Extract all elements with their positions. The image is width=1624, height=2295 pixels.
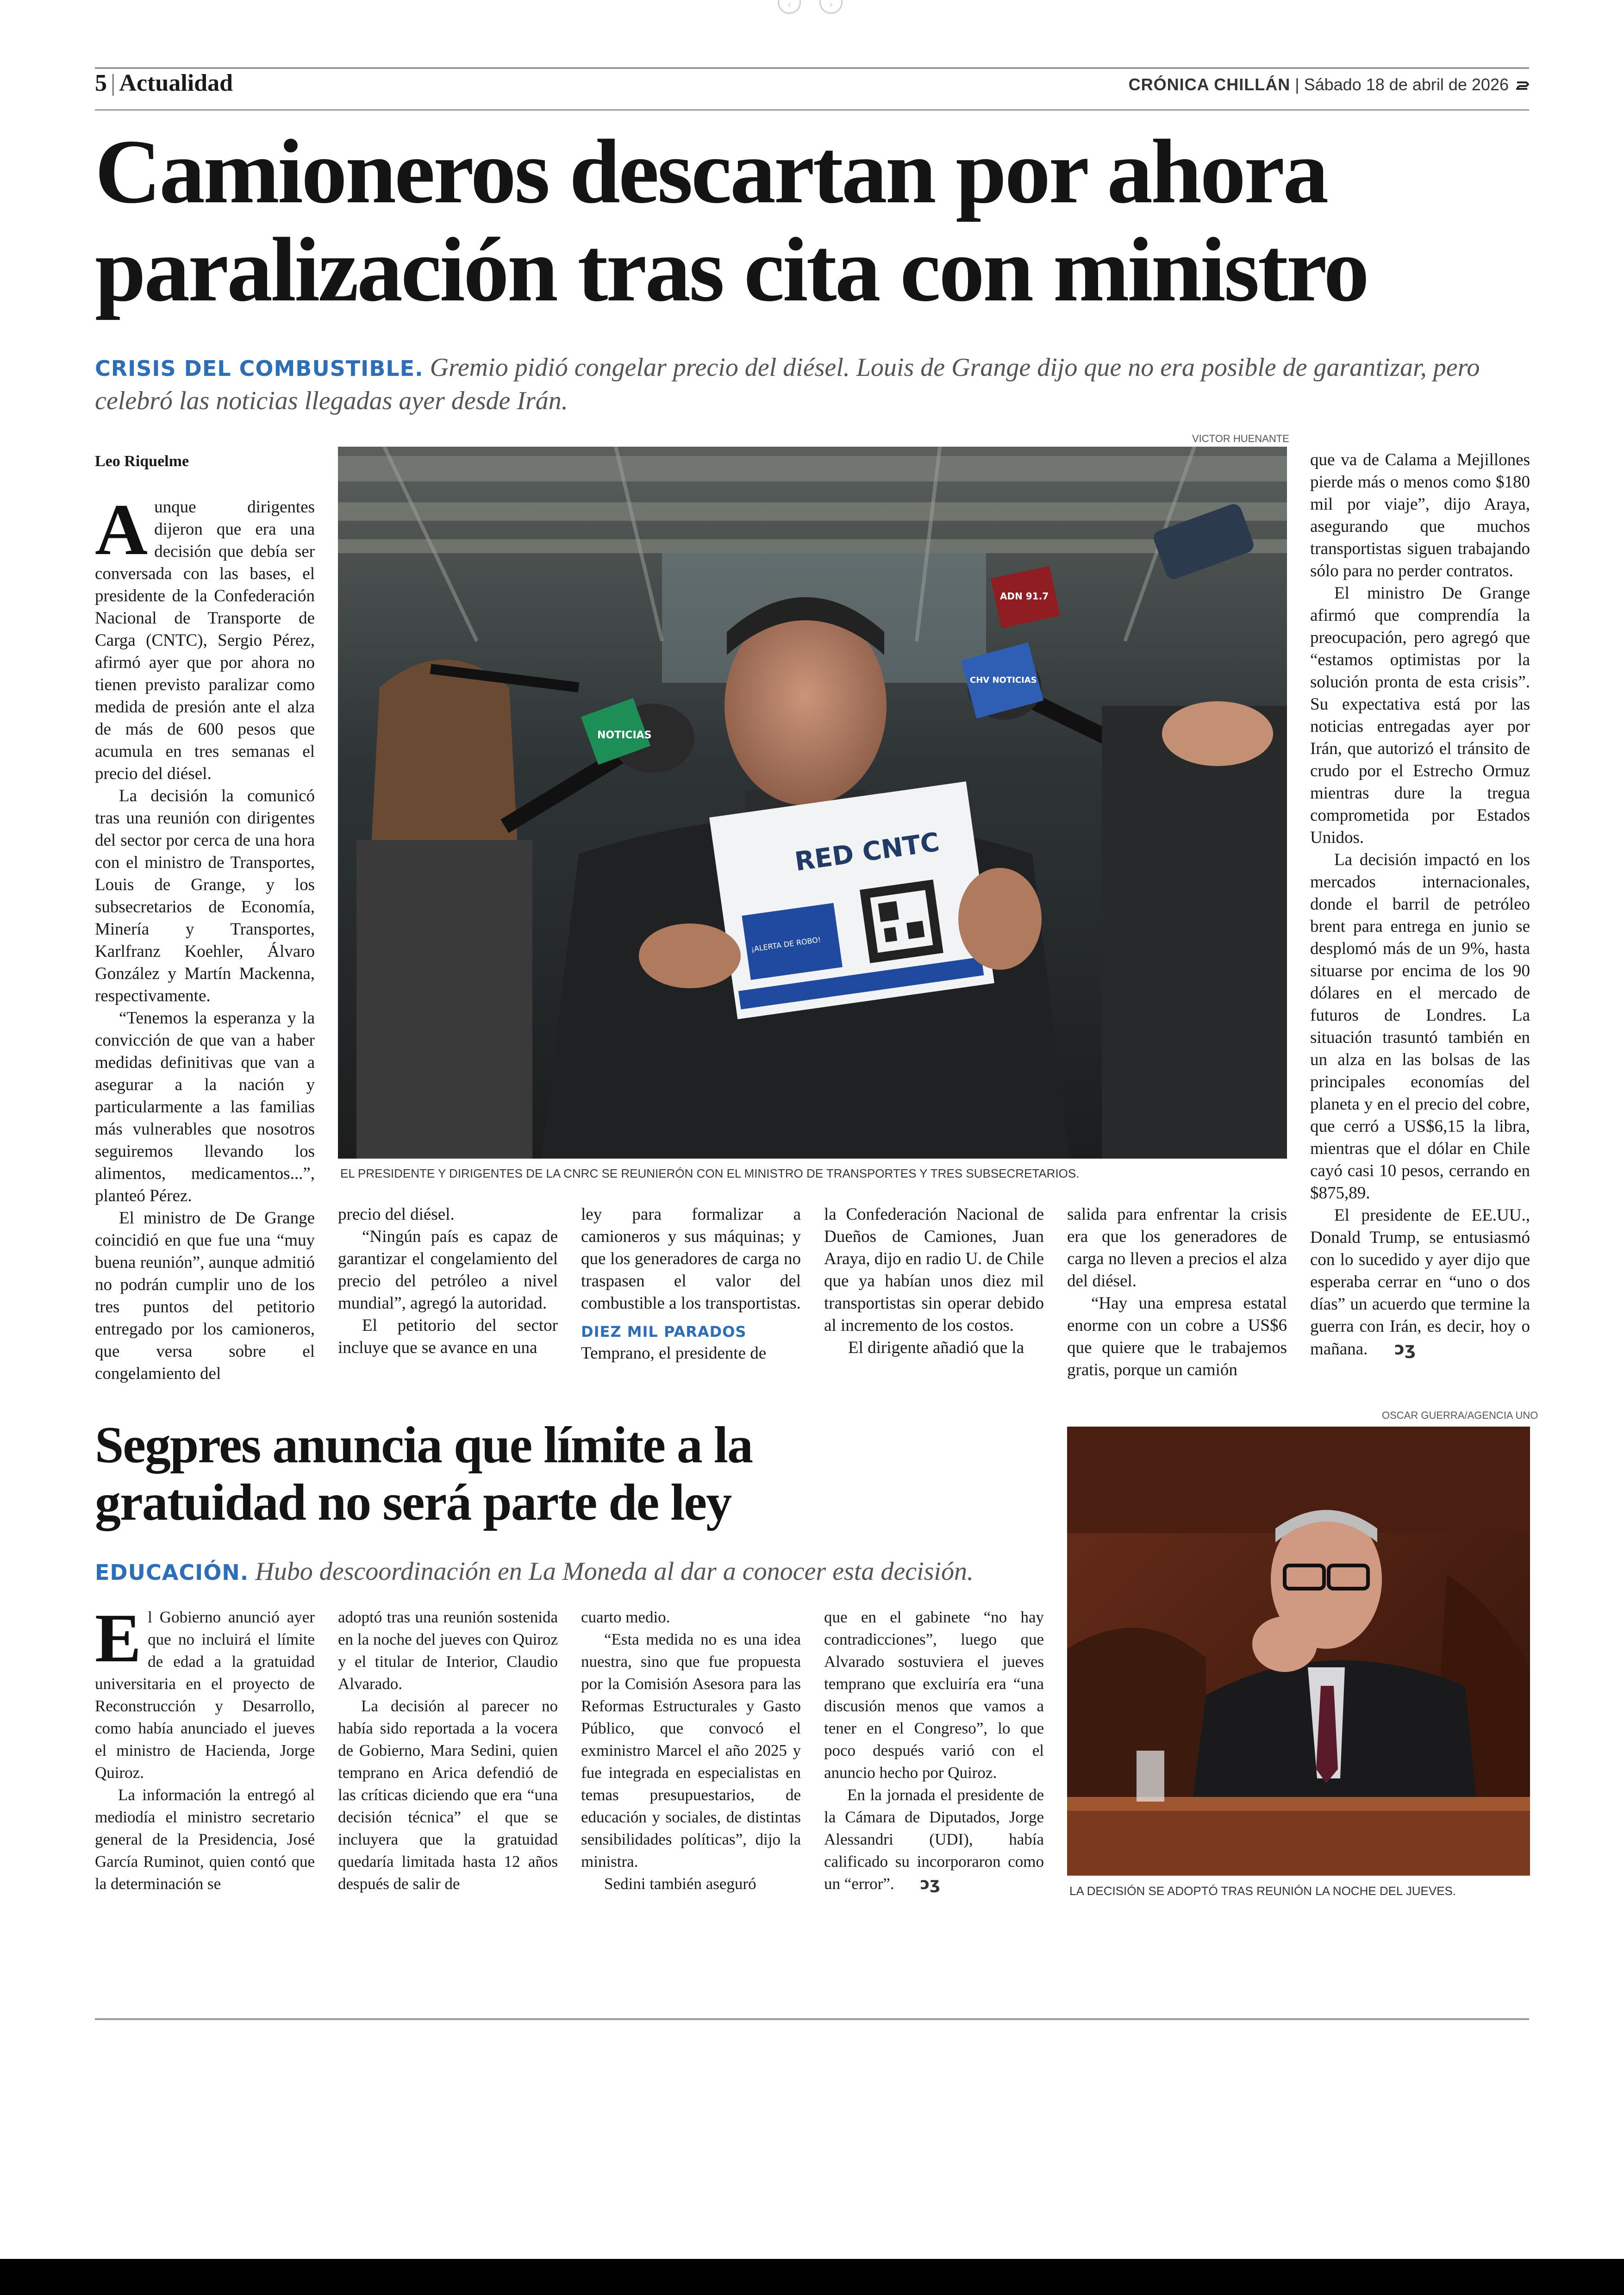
main-column-1 (95, 489, 315, 1390)
main-col1-p1-text: unque dirigentes dijeron que era una decisión que debía ser conversada con las bases, el presidente de la Confederación Nacional de Transporte de Carga (CNTC), Sergio Pérez, afirmó ayer que por ahora no tienen previsto paralizar como medida de presión ante el alza de más de 600 pesos que acumula en tres semanas el precio del diésel. (95, 498, 315, 783)
second-col4-paragraph-1: que en el gabinete “no hay contradicciones”, luego que Alvarado sostuviera el jueves temprano que excluiría era “una discusión menos que vamos a tener en el Congreso”, lo que poco después varió con el anuncio hecho por Quiroz. (824, 1608, 1044, 1782)
second-deck (95, 1555, 1113, 1588)
main-col6-p4-text: El presidente de EE.UU., Donald Trump, se entusiasmó con lo sucedido y ayer dijo que esperaba cerrar en “uno o dos días” un acuerdo que termine la guerra con Irán, es decir, hoy o mañana. (1310, 1206, 1530, 1359)
main-col5-paragraph-1: salida para enfrentar la crisis era que los generadores de carga no lleven a precios el alza del diésel. (1067, 1205, 1287, 1291)
second-col1-p1-text: l Gobierno anunció ayer que no incluirá el límite de edad a la gratuidad universitaria en el proyecto de Reconstrucción y Desarrollo, como había anunciado el jueves el ministro de Hacienda, Jorge Quiroz. (95, 1608, 315, 1782)
main-col6-paragraph-4 (1310, 1204, 1530, 1360)
main-headline (95, 123, 1530, 319)
main-col1-paragraph-1 (95, 489, 315, 785)
page-nav (778, 0, 843, 14)
second-column-3 (581, 1606, 801, 1895)
masthead-info (1129, 75, 1529, 94)
header-bottom-rule (95, 109, 1529, 111)
main-col2-paragraph-3: El petitorio del sector incluye que se avance en una (338, 1316, 558, 1357)
mic-label-1: NOTICIAS (597, 730, 652, 741)
main-col1-paragraph-2: La decisión la comunicó tras una reunión con dirigentes del sector por cerca de una hora con el ministro de Transportes, Louis de Grange, y los subsecretarios de Economía, Minería y Transportes, Karlfranz Koehler, Álvaro González y Martín Mackenna, respectivamente. (95, 786, 315, 1005)
header-separator: | (1295, 75, 1304, 94)
page-number: 5 (95, 70, 107, 96)
second-photo (1067, 1427, 1530, 1876)
next-page-icon[interactable]: › (819, 0, 843, 14)
main-column-2 (338, 1204, 558, 1359)
main-headline-line2: paralización tras cita con ministro (95, 219, 1368, 320)
sign-title: RED CNTC (793, 827, 942, 877)
sign-button-text: ¡ALERTA DE ROBO! (750, 935, 822, 954)
byline: Leo Riquelme (95, 453, 189, 470)
second-photo-illustration (1067, 1427, 1530, 1876)
main-photo-caption: EL PRESIDENTE Y DIRIGENTES DE LA CNRC SE REUNIERÓN CON EL MINISTRO DE TRANSPORTES Y TRES SUBSECRETARIOS. (340, 1166, 1080, 1180)
second-col2-paragraph-2: La decisión al parecer no había sido reportada a la vocera de Gobierno, Mara Sedini, quien temprano en Arica defendió de las críticas diciendo que era “una decisión técnica” el que se incluyera que la gratuidad quedaría limitada hasta 12 años después de salir de (338, 1697, 558, 1893)
second-headline (95, 1416, 1044, 1531)
main-col3-paragraph-1: ley para formalizar a camioneros y sus máquinas; y que los generadores de carga no traspasen el valor del combustible a los transportistas. (581, 1205, 801, 1313)
dropcap: A (95, 489, 148, 570)
second-column-2 (338, 1606, 558, 1895)
second-column-1 (95, 1600, 315, 1895)
page-bottom-rule (95, 2018, 1529, 2020)
main-col6-paragraph-3: La decisión impactó en los mercados internacionales, donde el barril de petróleo brent para entrega en junio se desplomó más de un 9%, hasta situarse por encima de los 90 dólares en el mercado de futuros de Londres. La situación trasuntó también en un alza en las bolsas de las principales economías del planeta y en el precio del cobre, que cerró a US$6,15 la libra, mientras que el dólar en Chile cayó casi 10 pesos, cerrando en $875,89. (1310, 850, 1530, 1203)
main-col6-paragraph-1: que va de Calama a Mejillones pierde más o menos como $180 mil por viaje”, dijo Araya, asegurando que muchos transportistas siguen trabajando sólo para no perder contratos. (1310, 450, 1530, 580)
mic-label-3: ADN 91.7 (1000, 591, 1049, 602)
main-photo-credit: VICTOR HUENANTE (1192, 433, 1289, 444)
second-photo-credit: OSCAR GUERRA/AGENCIA UNO (1382, 1409, 1538, 1421)
main-col2-paragraph-1: precio del diésel. (338, 1205, 455, 1224)
main-photo-illustration (338, 447, 1287, 1159)
main-col4-paragraph-1: la Confederación Nacional de Dueños de Camiones, Juan Araya, dijo en radio U. de Chile que ya habían unos diez mil transportistas sin operar debido al incremento de los costos. (824, 1205, 1044, 1335)
second-headline-line2: gratuidad no será parte de ley (95, 1474, 731, 1531)
viewer-bottom-bar (0, 2259, 1624, 2295)
second-col4-p2-text: En la jornada el presidente de la Cámara de Diputados, Jorge Alessandri (UDI), había calificado su incorporaron como un “error”. (824, 1786, 1044, 1893)
second-col1-paragraph-2: La información la entregó al mediodía el ministro secretario general de la Presidencia, José García Ruminot, quien contó que la determinación se (95, 1786, 315, 1893)
subhead-diez-mil: DIEZ MIL PARADOS (581, 1323, 747, 1341)
newspaper-logo-icon (1516, 81, 1529, 91)
main-col1-paragraph-3: “Tenemos la esperanza y la convicción de que van a haber medidas definitivas que van a asegurar a la nación y particularmente a las familias más vulnerables que nosotros seguiremos llevando los alimentos, medicamentos...”, planteó Pérez. (95, 1009, 315, 1205)
main-col1-paragraph-4: El ministro de De Grange coincidió en que fue una “muy buena reunión”, aunque admitió no podrán cumplir uno de los tres puntos del petitorio entregado por los camioneros, que versa sobre el congelamiento del (95, 1209, 315, 1383)
main-photo (338, 447, 1287, 1159)
main-column-6 (1310, 449, 1530, 1393)
main-deck-text: Gremio pidió congelar precio del diésel. Louis de Grange dijo que no era posible de garantizar, pero celebró las noticias llegadas ayer desde Irán. (95, 353, 1480, 415)
main-deck (95, 351, 1530, 418)
second-col3-paragraph-3: Sedini también aseguró (604, 1875, 756, 1893)
second-headline-line1: Segpres anuncia que límite a la (95, 1416, 753, 1474)
header-top-rule (95, 67, 1529, 69)
second-col1-paragraph-1 (95, 1600, 315, 1784)
section-separator: | (111, 70, 116, 96)
prev-page-icon[interactable]: ‹ (778, 0, 801, 14)
second-end-mark-icon: ↄʒ (920, 1875, 940, 1893)
second-col4-paragraph-2 (824, 1784, 1044, 1895)
main-column-3 (581, 1204, 801, 1365)
mic-label-2: CHV NOTICIAS (970, 675, 1037, 685)
section-name: Actualidad (119, 70, 233, 96)
second-kicker: EDUCACIÓN. (95, 1560, 249, 1585)
end-mark-icon: ↄʒ (1394, 1339, 1416, 1359)
newspaper-name: CRÓNICA CHILLÁN (1128, 75, 1291, 94)
second-deck-text: Hubo descoordinación en La Moneda al dar a conocer esta decisión. (255, 1557, 974, 1586)
section-label (95, 69, 233, 97)
main-column-5 (1067, 1204, 1287, 1381)
main-col2-paragraph-2: “Ningún país es capaz de garantizar el congelamiento del precio del petróleo a nivel mundial”, agregó la autoridad. (338, 1227, 558, 1313)
main-column-4 (824, 1204, 1044, 1359)
main-kicker: CRISIS DEL COMBUSTIBLE. (95, 356, 424, 381)
second-photo-caption: LA DECISIÓN SE ADOPTÓ TRAS REUNIÓN LA NOCHE DEL JUEVES. (1069, 1884, 1456, 1898)
main-col4-paragraph-2: El dirigente añadió que la (848, 1338, 1024, 1357)
second-column-4 (824, 1606, 1044, 1895)
main-col6-paragraph-2: El ministro De Grange afirmó que comprendía la preocupación, pero agregó que “estamos optimistas por la solución pronta de esta crisis”. Su expectativa está por las noticias entregadas ayer por Irán, que autorizó el tránsito de crudo por el Estrecho Ormuz mientras dure la tregua comprometida por Estados Unidos. (1310, 584, 1530, 847)
second-dropcap: E (95, 1600, 142, 1677)
main-col3-paragraph-2: Temprano, el presidente de (581, 1344, 767, 1363)
second-col2-paragraph-1: adoptó tras una reunión sostenida en la noche del jueves con Quiroz y el titular de Interior, Claudio Alvarado. (338, 1608, 558, 1693)
second-col3-paragraph-1: cuarto medio. (581, 1608, 670, 1626)
main-col5-paragraph-2: “Hay una empresa estatal enorme con un cobre a US$6 que quiere que le trabajemos gratis, porque un camión (1067, 1294, 1287, 1379)
second-col3-paragraph-2: “Esta medida no es una idea nuestra, sino que fue propuesta por la Comisión Asesora para las Reformas Estructurales y Gasto Público, que convocó el exministro Marcel el año 2025 y fue integrada en especialistas en temas presupuestarios, de educación y sociales, de distintas sensibilidades políticas”, dijo la ministra. (581, 1630, 801, 1871)
main-headline-line1: Camioneros descartan por ahora (95, 121, 1327, 222)
issue-date: Sábado 18 de abril de 2026 (1304, 75, 1509, 94)
